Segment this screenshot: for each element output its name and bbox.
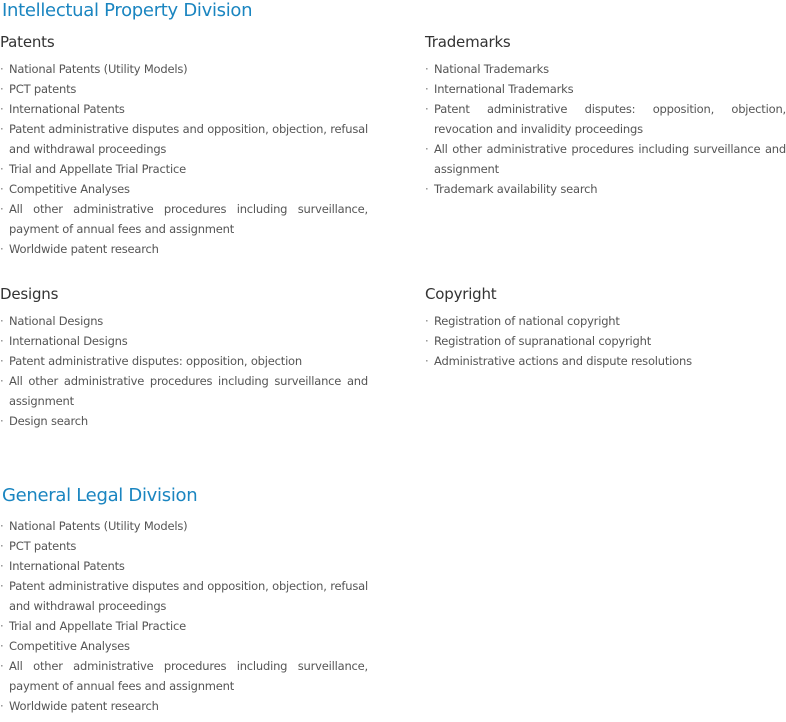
list-item: [425, 139, 786, 179]
bullet-icon: ·: [0, 519, 4, 533]
trademarks-section: [425, 33, 786, 199]
list-item-text: Patent administrative disputes: opposition, objection, revocation and invalidity proceedings: [434, 102, 786, 136]
list-item: [0, 656, 368, 696]
list-item: [0, 411, 368, 431]
list-item-text: National Designs: [9, 314, 104, 328]
bullet-icon: ·: [0, 619, 4, 633]
list-item-text: PCT patents: [9, 539, 77, 553]
designs-heading: Designs: [0, 285, 59, 303]
bullet-icon: ·: [0, 202, 4, 216]
bullet-icon: ·: [0, 579, 4, 593]
copyright-list: [425, 311, 786, 371]
list-item-text: Competitive Analyses: [9, 639, 130, 653]
list-item-text: All other administrative procedures including surveillance and assignment: [9, 374, 368, 408]
bullet-icon: ·: [0, 62, 4, 76]
list-item: [0, 331, 368, 351]
list-item-text: All other administrative procedures including surveillance and assignment: [434, 142, 786, 176]
list-item-text: National Patents (Utility Models): [9, 62, 188, 76]
bullet-icon: ·: [0, 699, 4, 713]
bullet-icon: ·: [0, 639, 4, 653]
patents-section: [0, 33, 368, 259]
list-item-text: Worldwide patent research: [9, 699, 159, 713]
list-item: [0, 239, 368, 259]
ip-division-title: Intellectual Property Division: [2, 0, 253, 21]
bullet-icon: ·: [0, 414, 4, 428]
list-item-text: Administrative actions and dispute resolutions: [434, 354, 692, 368]
list-item-text: All other administrative procedures including surveillance, payment of annual fees and assignment: [9, 659, 368, 693]
bullet-icon: ·: [0, 659, 4, 673]
patents-heading: Patents: [0, 33, 55, 51]
legal-services-section: [0, 516, 368, 716]
bullet-icon: ·: [425, 182, 429, 196]
list-item: [0, 311, 368, 331]
designs-list: [0, 311, 368, 431]
trademarks-heading: Trademarks: [425, 33, 511, 51]
list-item: [0, 79, 368, 99]
list-item: [425, 59, 786, 79]
bullet-icon: ·: [425, 314, 429, 328]
list-item: [425, 179, 786, 199]
list-item: [0, 556, 368, 576]
bullet-icon: ·: [0, 314, 4, 328]
bullet-icon: ·: [425, 142, 429, 156]
list-item-text: Registration of national copyright: [434, 314, 620, 328]
list-item-text: Registration of supranational copyright: [434, 334, 652, 348]
bullet-icon: ·: [425, 82, 429, 96]
list-item: [0, 516, 368, 536]
bullet-icon: ·: [0, 82, 4, 96]
list-item: [425, 99, 786, 139]
bullet-icon: ·: [425, 102, 429, 116]
list-item: [0, 119, 368, 159]
list-item-text: International Patents: [9, 559, 125, 573]
bullet-icon: ·: [0, 242, 4, 256]
list-item-text: Patent administrative disputes and opposition, objection, refusal and withdrawal proceedings: [9, 122, 368, 156]
list-item: [0, 59, 368, 79]
patents-list: [0, 59, 368, 259]
bullet-icon: ·: [0, 122, 4, 136]
list-item: [0, 351, 368, 371]
list-item: [0, 576, 368, 616]
list-item-text: International Patents: [9, 102, 125, 116]
list-item-text: National Patents (Utility Models): [9, 519, 188, 533]
list-item-text: Design search: [9, 414, 88, 428]
list-item: [0, 696, 368, 716]
bullet-icon: ·: [0, 374, 4, 388]
list-item: [425, 351, 786, 371]
bullet-icon: ·: [0, 182, 4, 196]
bullet-icon: ·: [0, 354, 4, 368]
legal-services-list: [0, 516, 368, 716]
list-item: [0, 536, 368, 556]
bullet-icon: ·: [0, 162, 4, 176]
list-item-text: International Designs: [9, 334, 128, 348]
legal-division-title: General Legal Division: [2, 485, 198, 506]
list-item-text: All other administrative procedures including surveillance, payment of annual fees and assignment: [9, 202, 368, 236]
bullet-icon: ·: [425, 354, 429, 368]
designs-section: [0, 285, 368, 431]
list-item: [425, 331, 786, 351]
list-item: [0, 636, 368, 656]
list-item-text: Patent administrative disputes and opposition, objection, refusal and withdrawal proceedings: [9, 579, 368, 613]
bullet-icon: ·: [0, 102, 4, 116]
list-item: [0, 159, 368, 179]
list-item: [0, 99, 368, 119]
bullet-icon: ·: [425, 334, 429, 348]
bullet-icon: ·: [0, 539, 4, 553]
list-item-text: Worldwide patent research: [9, 242, 159, 256]
bullet-icon: ·: [0, 559, 4, 573]
list-item-text: International Trademarks: [434, 82, 574, 96]
list-item: [425, 311, 786, 331]
list-item-text: National Trademarks: [434, 62, 549, 76]
list-item: [0, 371, 368, 411]
list-item-text: Patent administrative disputes: opposition, objection: [9, 354, 302, 368]
list-item: [0, 199, 368, 239]
list-item: [0, 616, 368, 636]
list-item: [0, 179, 368, 199]
copyright-section: [425, 285, 786, 371]
list-item-text: Trademark availability search: [434, 182, 598, 196]
copyright-heading: Copyright: [425, 285, 497, 303]
list-item-text: PCT patents: [9, 82, 77, 96]
list-item-text: Trial and Appellate Trial Practice: [9, 619, 186, 633]
list-item: [425, 79, 786, 99]
list-item-text: Competitive Analyses: [9, 182, 130, 196]
bullet-icon: ·: [425, 62, 429, 76]
list-item-text: Trial and Appellate Trial Practice: [9, 162, 186, 176]
trademarks-list: [425, 59, 786, 199]
bullet-icon: ·: [0, 334, 4, 348]
